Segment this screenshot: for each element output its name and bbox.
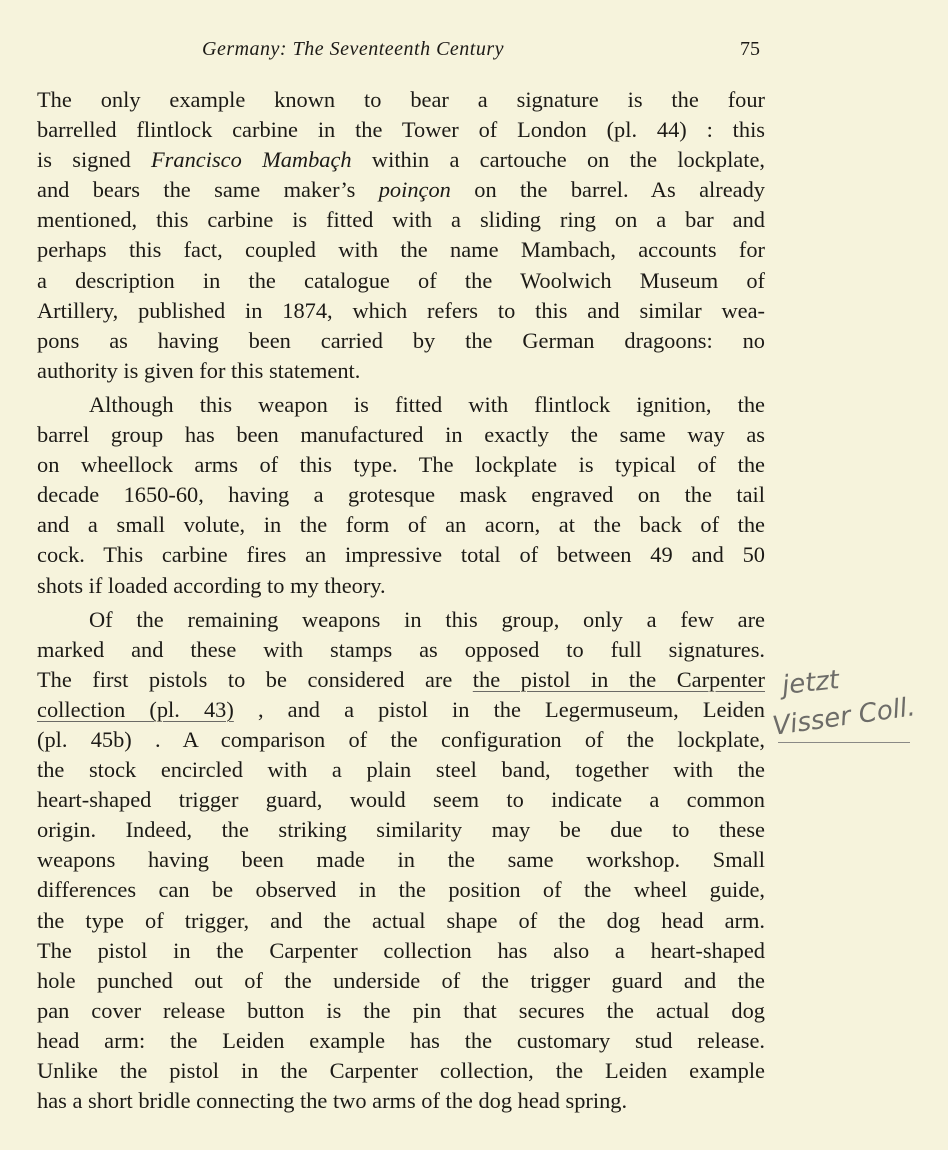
text-line [37, 115, 765, 145]
text-segment: and a small volute, in the form of an acorn, at the back of the [37, 512, 765, 538]
text-line [37, 450, 765, 480]
page-number: 75 [740, 38, 760, 60]
text-segment: cock. This carbine fires an impressive total of between 49 and 50 [37, 542, 765, 568]
text-segment: The first pistols to be considered are [37, 666, 473, 692]
text-line [37, 1026, 765, 1056]
text-segment: on the barrel. As already [450, 177, 765, 203]
text-segment: head arm: the Leiden example has the customary stud release. [37, 1027, 765, 1053]
text-segment: , and a pistol in the Legermuseum, Leiden [233, 696, 766, 722]
text-segment: on wheellock arms of this type. The lockplate is typical of the [37, 452, 765, 478]
text-line [37, 966, 765, 996]
running-title: Germany: The Seventeenth Century [202, 38, 505, 60]
text-line [37, 845, 765, 875]
text-segment: has a short bridle connecting the two arms of the dog head spring. [37, 1088, 628, 1114]
underlined-text: the pistol in the Carpenter [472, 666, 765, 692]
text-segment: barrelled flintlock carbine in the Tower of London (pl. 44) : this [37, 117, 765, 143]
text-line [37, 510, 765, 540]
text-segment: pan cover release button is the pin that secures the actual dog [37, 997, 765, 1023]
paragraph [37, 605, 765, 1117]
text-segment: barrel group has been manufactured in exactly the same way as [37, 422, 765, 448]
text-line [37, 755, 765, 785]
text-line [37, 540, 765, 570]
handwritten-note-line-2: Visser Coll. [770, 692, 918, 742]
text-line [37, 906, 765, 936]
text-line [37, 1056, 765, 1086]
text-segment: decade 1650-60, having a grotesque mask engraved on the tail [37, 482, 765, 508]
text-segment: weapons having been made in the same workshop. Small [37, 847, 765, 873]
text-segment: Although this weapon is fitted with flintlock ignition, the [89, 391, 765, 417]
text-line [37, 605, 765, 635]
text-segment: authority is given for this statement. [37, 357, 361, 383]
pencil-stroke [778, 742, 910, 743]
italic-text: poinçon [378, 177, 451, 203]
text-line [37, 420, 765, 450]
text-line [37, 996, 765, 1026]
text-segment: origin. Indeed, the striking similarity may be due to these [37, 817, 765, 843]
text-line [37, 85, 765, 115]
text-segment: (pl. 45b) . A comparison of the configuration of the lockplate, [37, 726, 765, 752]
text-segment: pons as having been carried by the German dragoons: no [37, 327, 765, 353]
text-line [37, 815, 765, 845]
text-segment: is signed [37, 147, 151, 173]
italic-text: Francisco Mambaçh [151, 147, 352, 173]
text-segment: the type of trigger, and the actual shape of the dog head arm. [37, 907, 765, 933]
text-segment: Of the remaining weapons in this group, only a few are [89, 606, 765, 632]
text-line [37, 1086, 765, 1116]
text-line [37, 175, 765, 205]
text-line [37, 205, 765, 235]
text-line [37, 571, 765, 601]
underlined-text: collection (pl. 43) [37, 696, 234, 722]
text-line [37, 785, 765, 815]
text-line [37, 390, 765, 420]
text-line [37, 266, 765, 296]
text-line [37, 635, 765, 665]
text-segment: The pistol in the Carpenter collection has also a heart-shaped [37, 937, 765, 963]
text-line [37, 235, 765, 265]
text-segment: Unlike the pistol in the Carpenter collection, the Leiden example [37, 1058, 765, 1083]
text-line [37, 936, 765, 966]
page-header [0, 38, 948, 68]
text-line [37, 875, 765, 905]
text-segment: within a cartouche on the lockplate, [351, 147, 765, 173]
text-segment: differences can be observed in the position of the wheel guide, [37, 877, 765, 903]
text-segment: a description in the catalogue of the Woolwich Museum of [37, 267, 765, 293]
text-line [37, 725, 765, 755]
text-segment: the stock encircled with a plain steel band, together with the [37, 757, 765, 783]
handwritten-note-line-1: jetzt [780, 665, 841, 701]
text-segment: shots if loaded according to my theory. [37, 572, 386, 598]
text-line [37, 356, 765, 386]
text-segment: Artillery, published in 1874, which refers to this and similar wea- [37, 297, 765, 323]
text-segment: The only example known to bear a signature is the four [37, 87, 765, 112]
text-line [37, 695, 765, 725]
text-segment: heart-shaped trigger guard, would seem to indicate a common [37, 787, 765, 813]
paragraph [37, 390, 765, 601]
text-line [37, 326, 765, 356]
text-segment: marked and these with stamps as opposed to full signatures. [37, 636, 765, 662]
text-line [37, 480, 765, 510]
text-segment: hole punched out of the underside of the trigger guard and the [37, 967, 765, 993]
text-segment: and bears the same maker’s [37, 177, 379, 203]
paragraph [37, 85, 765, 386]
body-text [37, 85, 765, 1116]
text-line [37, 145, 765, 175]
text-line [37, 296, 765, 326]
text-segment: mentioned, this carbine is fitted with a sliding ring on a bar and [37, 207, 765, 233]
text-line [37, 665, 765, 695]
text-segment: perhaps this fact, coupled with the name Mambach, accounts for [37, 237, 765, 263]
